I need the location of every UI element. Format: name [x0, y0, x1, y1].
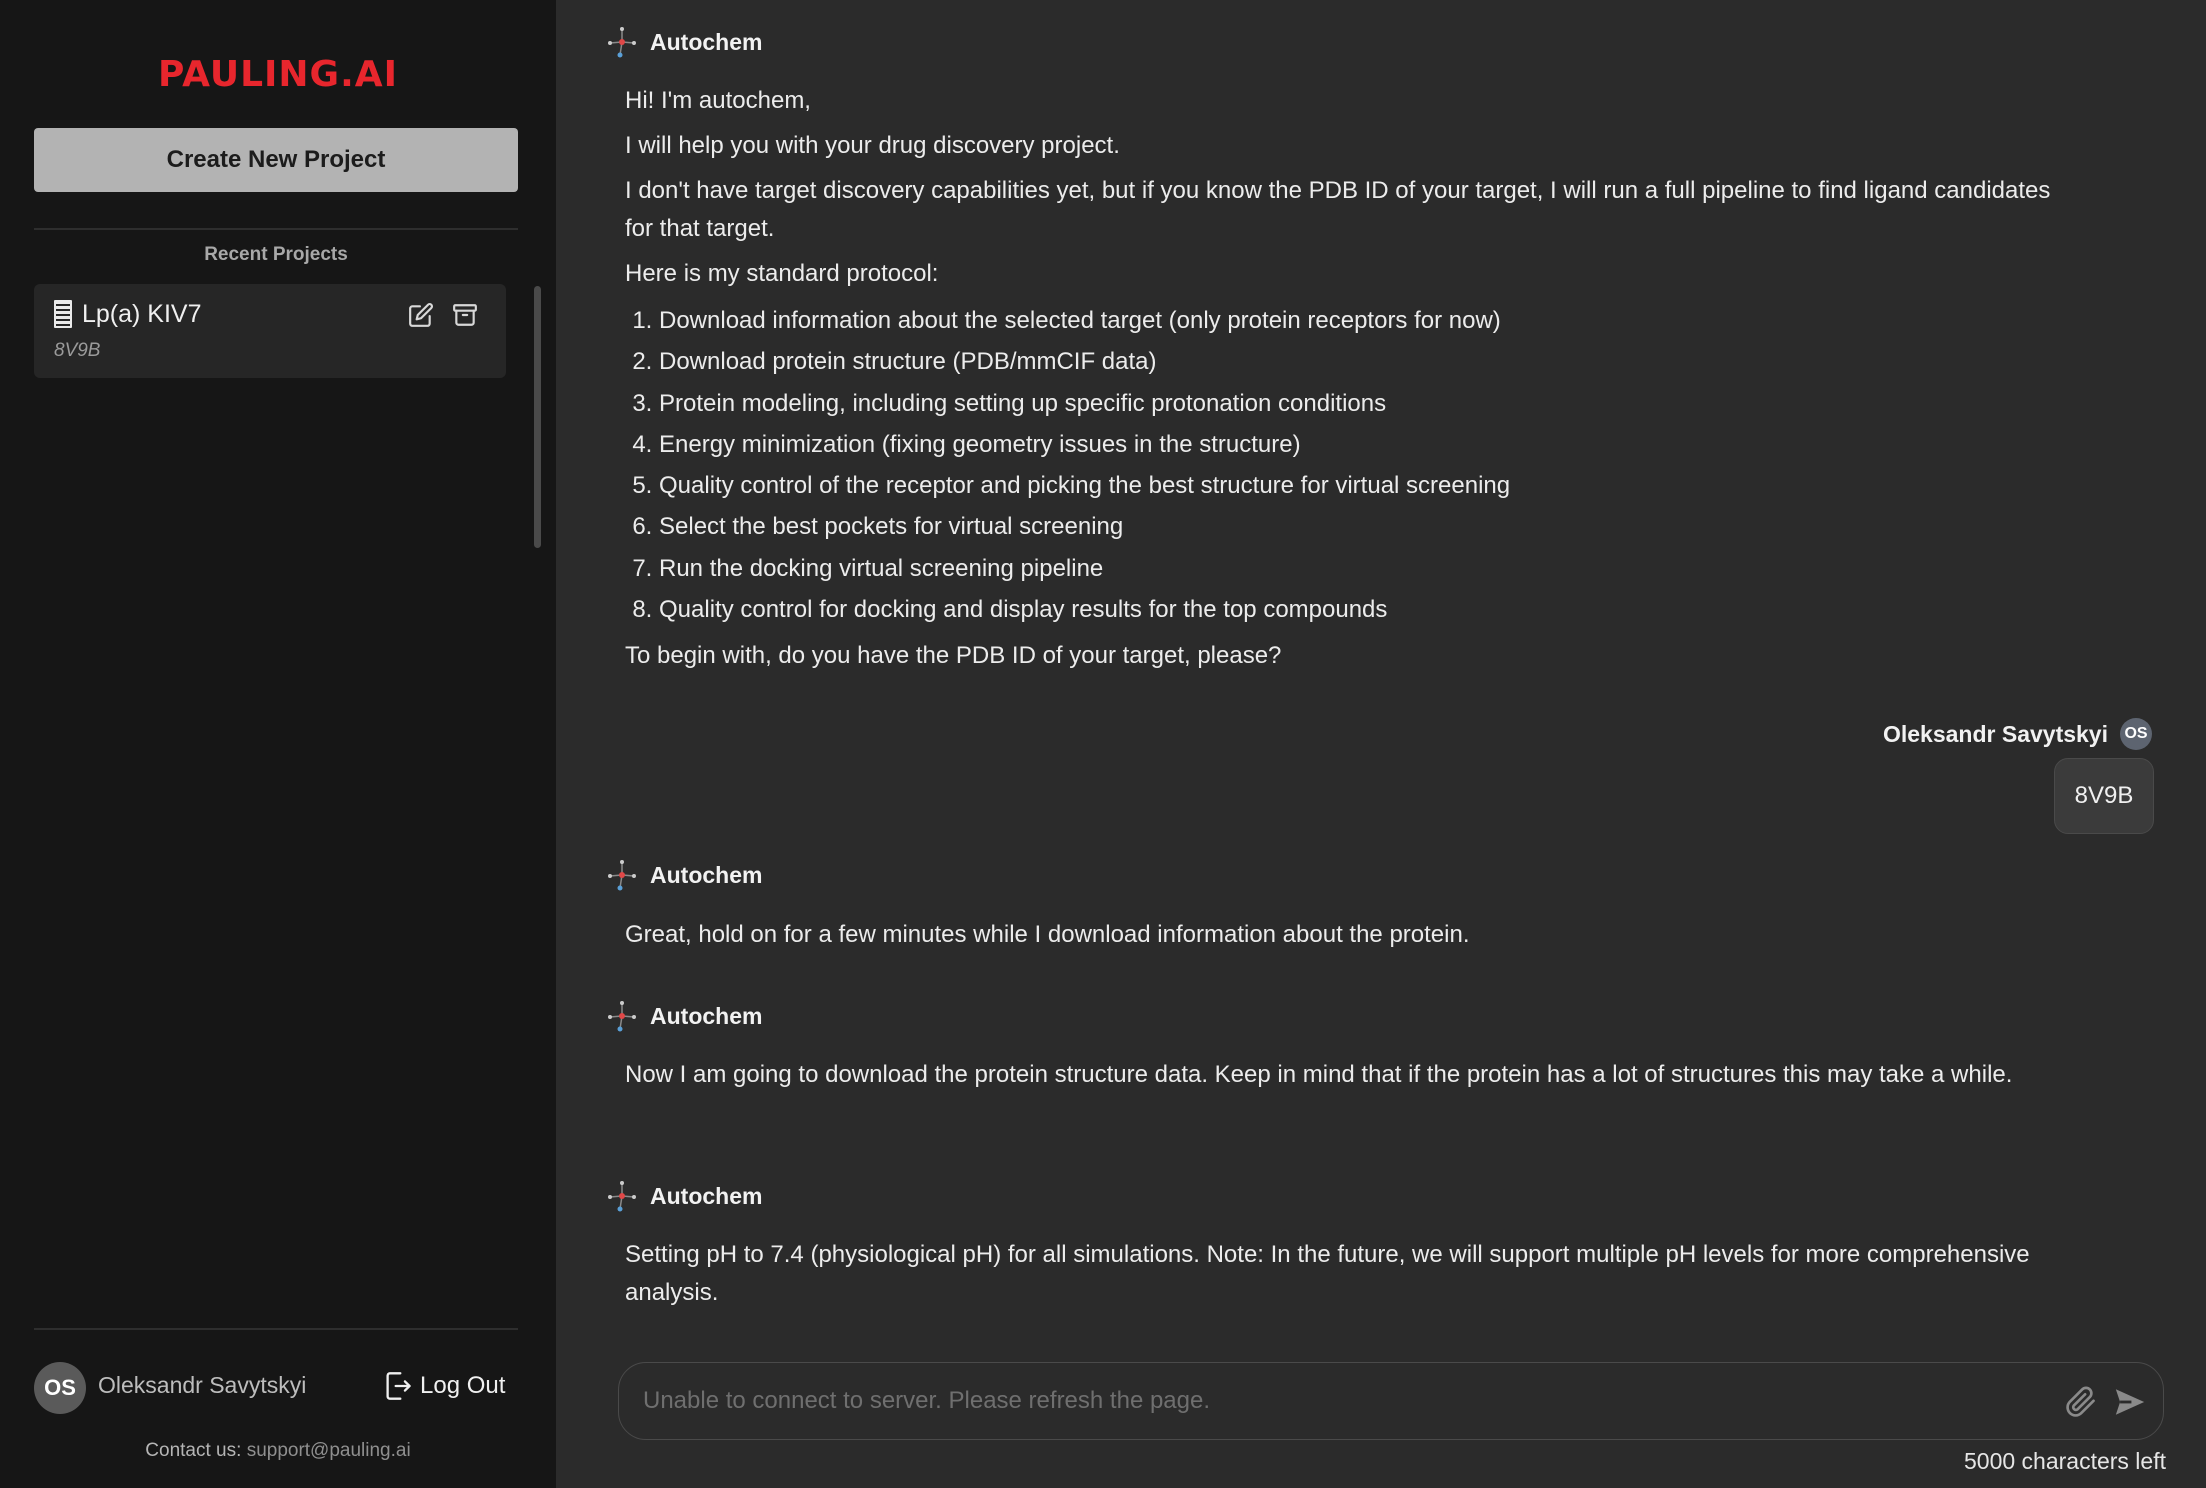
user-message-bubble: 8V9B — [2054, 758, 2154, 834]
project-pdb-id: 8V9B — [54, 340, 101, 361]
send-icon[interactable] — [2113, 1385, 2147, 1419]
list-item: 2. Download protein structure (PDB/mmCIF data) — [659, 341, 2085, 382]
message-header — [604, 1178, 762, 1214]
paperclip-icon[interactable] — [2065, 1385, 2097, 1419]
user-message-header — [1883, 718, 2152, 750]
divider — [34, 228, 518, 230]
message-paragraph: Great, hold on for a few minutes while I download information about the protein. — [625, 921, 1470, 948]
logout-icon — [384, 1371, 412, 1401]
list-item: 4. Energy minimization (fixing geometry issues in the structure) — [659, 424, 2085, 465]
assistant-message — [625, 1056, 2085, 1101]
project-item[interactable] — [34, 284, 506, 378]
characters-left-counter: 5000 characters left — [1963, 1448, 2166, 1474]
list-item: 3. Protein modeling, including setting up specific protonation conditions — [659, 383, 2085, 424]
chat-panel — [556, 0, 2206, 1488]
message-paragraph: Hi! I'm autochem, — [625, 87, 811, 114]
autochem-molecule-icon — [604, 998, 640, 1034]
pauling-logo[interactable] — [0, 48, 556, 101]
message-paragraph: Here is my standard protocol: — [625, 260, 939, 287]
assistant-message — [625, 1236, 2085, 1319]
assistant-message — [625, 82, 2085, 682]
logout-label: Log Out — [420, 1372, 506, 1399]
user-name: Oleksandr Savytskyi — [98, 1372, 307, 1398]
contact-line — [0, 1440, 556, 1462]
document-icon — [54, 300, 72, 328]
edit-icon[interactable] — [408, 302, 434, 328]
autochem-molecule-icon — [604, 857, 640, 893]
project-name: Lp(a) KIV7 — [82, 300, 202, 328]
message-paragraph: To begin with, do you have the PDB ID of your target, please? — [625, 642, 1282, 670]
user-avatar: OS — [34, 1362, 86, 1414]
list-item: 8. Quality control for docking and display results for the top compounds — [659, 589, 2085, 630]
message-composer — [618, 1362, 2164, 1440]
contact-email-link[interactable]: support@pauling.ai — [246, 1440, 411, 1461]
assistant-message — [625, 916, 2085, 961]
sender-name: Autochem — [650, 1182, 763, 1209]
divider — [34, 1328, 518, 1330]
list-item: 5. Quality control of the receptor and picking the best structure for virtual screening — [659, 465, 2085, 506]
logo-wordmark — [158, 48, 398, 96]
list-item: 1. Download information about the selected target (only protein receptors for now) — [659, 300, 2085, 341]
list-item: 6. Select the best pockets for virtual screening — [659, 506, 2085, 547]
sender-name: Oleksandr Savytskyi — [1882, 720, 2108, 747]
sidebar-scrollbar[interactable] — [534, 286, 541, 548]
archive-icon[interactable] — [452, 302, 478, 328]
message-paragraph: I don't have target discovery capabilities yet, but if you know the PDB ID of your target, I will run a full pipeline to find ligand candidates for that target. — [625, 177, 2051, 242]
user-mini-avatar: OS — [2120, 718, 2152, 750]
message-paragraph: Setting pH to 7.4 (physiological pH) for all simulations. Note: In the future, we will support multiple pH levels for more comprehensive analysis. — [625, 1241, 2030, 1306]
contact-label: Contact us: — [145, 1440, 242, 1461]
recent-projects-heading: Recent Projects — [204, 244, 348, 265]
message-paragraph: I will help you with your drug discovery project. — [625, 132, 1120, 159]
message-paragraph: Now I am going to download the protein structure data. Keep in mind that if the protein has a lot of structures this may take a while. — [625, 1061, 2013, 1088]
message-header — [604, 857, 762, 893]
autochem-molecule-icon — [604, 1178, 640, 1214]
sidebar — [0, 0, 556, 1488]
svg-text:PAULING.AI: PAULING.AI — [158, 54, 398, 95]
message-header — [604, 998, 762, 1034]
protocol-list — [625, 300, 2085, 630]
list-item: 7. Run the docking virtual screening pipeline — [659, 548, 2085, 589]
autochem-molecule-icon — [604, 24, 640, 60]
create-new-project-button[interactable]: Create New Project — [34, 128, 518, 192]
message-input[interactable] — [643, 1381, 2003, 1421]
logout-button[interactable] — [384, 1368, 505, 1404]
sender-name: Autochem — [650, 28, 763, 55]
sender-name: Autochem — [650, 861, 763, 888]
message-header — [604, 24, 762, 60]
sender-name: Autochem — [650, 1002, 763, 1029]
